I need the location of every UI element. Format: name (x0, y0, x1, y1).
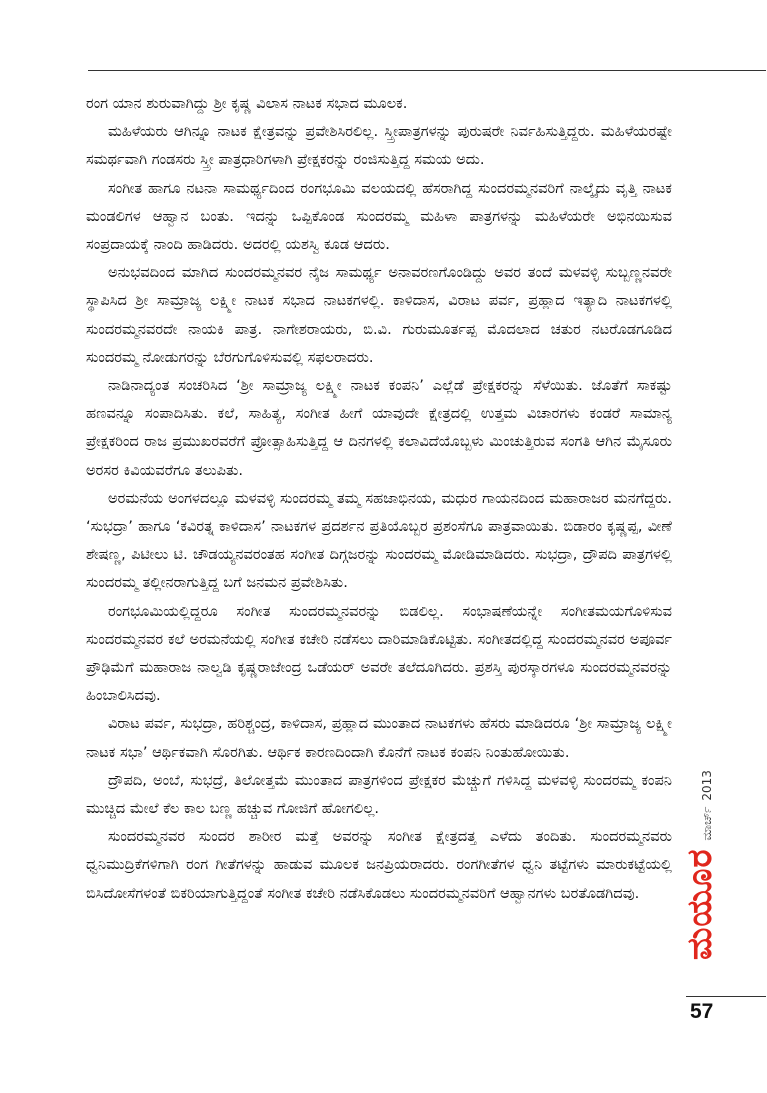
article-paragraph-6: ಅರಮನೆಯ ಅಂಗಳದಲ್ಲೂ ಮಳವಳ್ಳಿ ಸುಂದರಮ್ಮ ತಮ್ಮ ಸಹಜಾಭಿನಯ, ಮಧುರ ಗಾಯನದಿಂದ ಮಹಾರಾಜರ ಮನಗೆದ್ದರು. ‘ಸುಭದ್ರಾ’ ಹಾಗೂ ‘ಕವಿರತ್ನ ಕಾಳಿದಾಸ’ ನಾಟಕಗಳ ಪ್ರದರ್ಶನ ಪ್ರತಿಯೊಬ್ಬರ ಪ್ರಶಂಸೆಗೂ ಪಾತ್ರವಾಯಿತು. ಬಿಡಾರಂ ಕೃಷ್ಣಪ್ಪ, ವೀಣೆ ಶೇಷಣ್ಣ, ಪಿಟೀಲು ಟಿ. ಚೌಡಯ್ಯನವರಂತಹ ಸಂಗೀತ ದಿಗ್ಗಜರನ್ನು ಸುಂದರಮ್ಮ ಮೋಡಿಮಾಡಿದರು. ಸುಭದ್ರಾ, ದ್ರೌಪದಿ ಪಾತ್ರಗಳಲ್ಲಿ ಸುಂದರಮ್ಮ ತಲ್ಲೀನರಾಗುತ್ತಿದ್ದ ಬಗೆ ಜನಮನ ಪ್ರವೇಶಿಸಿತು. (86, 489, 672, 592)
header-rule (88, 70, 766, 71)
article-paragraph-10: ಸುಂದರಮ್ಮನವರ ಸುಂದರ ಶಾರೀರ ಮತ್ತೆ ಅವರನ್ನು ಸಂಗೀತ ಕ್ಷೇತ್ರದತ್ತ ಎಳೆದು ತಂದಿತು. ಸುಂದರಮ್ಮನವರು ಧ್ವನಿಮುದ್ರಿಕೆಗಳಿಗಾಗಿ ರಂಗ ಗೀತೆಗಳನ್ನು ಹಾಡುವ ಮೂಲಕ ಜನಪ್ರಿಯರಾದರು. ರಂಗಗೀತೆಗಳ ಧ್ವನಿ ತಟ್ಟೆಗಳು ಮಾರುಕಟ್ಟೆಯಲ್ಲಿ ಬಿಸಿದೋಸೆಗಳಂತೆ ಬಿಕರಿಯಾಗುತ್ತಿದ್ದಂತೆ ಸಂಗೀತ ಕಚೇರಿ ನಡೆಸಿಕೊಡಲು ಸುಂದರಮ್ಮನವರಿಗೆ ಆಹ್ವಾನಗಳು ಬರತೊಡಗಿದವು. (86, 828, 672, 902)
footer-rule (686, 996, 766, 997)
issue-date (700, 770, 715, 841)
article-paragraph-4: ಅನುಭವದಿಂದ ಮಾಗಿದ ಸುಂದರಮ್ಮನವರ ನೈಜ ಸಾಮರ್ಥ್ಯ ಅನಾವರಣಗೊಂಡಿದ್ದು ಅವರ ತಂದೆ ಮಳವಳ್ಳಿ ಸುಬ್ಬಣ್ಣನವರೇ ಸ್ಥಾಪಿಸಿದ ಶ್ರೀ ಸಾಮ್ರಾಜ್ಯ ಲಕ್ಷ್ಮೀ ನಾಟಕ ಸಭಾದ ನಾಟಕಗಳಲ್ಲಿ. ಕಾಳಿದಾಸ, ವಿರಾಟ ಪರ್ವ, ಪ್ರಹ್ಲಾದ ಇತ್ಯಾದಿ ನಾಟಕಗಳಲ್ಲಿ ಸುಂದರಮ್ಮನವರದೇ ನಾಯಕಿ ಪಾತ್ರ. ನಾಗೇಶರಾಯರು, ಬಿ.ವಿ. ಗುರುಮೂರ್ತಪ್ಪ ಮೊದಲಾದ ಚತುರ ನಟರೊಡಗೂಡಿದ ಸುಂದರಮ್ಮ ನೋಡುಗರನ್ನು ಬೆರಗುಗೊಳಿಸುವಲ್ಲಿ ಸಫಲರಾದರು. (86, 264, 672, 366)
issue-year: 2013 (700, 770, 714, 801)
article-paragraph-5: ನಾಡಿನಾದ್ಯಂತ ಸಂಚರಿಸಿದ ‘ಶ್ರೀ ಸಾಮ್ರಾಜ್ಯ ಲಕ್ಷ್ಮೀ ನಾಟಕ ಕಂಪನಿ’ ಎಲ್ಲೆಡೆ ಪ್ರೇಕ್ಷಕರನ್ನು ಸೆಳೆಯಿತು. ಜೊತೆಗೆ ಸಾಕಷ್ಟು ಹಣವನ್ನೂ ಸಂಪಾದಿಸಿತು. ಕಲೆ, ಸಾಹಿತ್ಯ, ಸಂಗೀತ ಹೀಗೆ ಯಾವುದೇ ಕ್ಷೇತ್ರದಲ್ಲಿ ಉತ್ತಮ ವಿಚಾರಗಳು ಕಂಡರೆ ಸಾಮಾನ್ಯ ಪ್ರೇಕ್ಷಕರಿಂದ ರಾಜ ಪ್ರಮುಖರವರೆಗೆ ಪ್ರೋತ್ಸಾಹಿಸುತ್ತಿದ್ದ ಆ ದಿನಗಳಲ್ಲಿ ಕಲಾವಿದೆಯೊಬ್ಬಳು ಮಿಂಚುತ್ತಿರುವ ಸಂಗತಿ ಆಗಿನ ಮೈಸೂರು ಅರಸರ ಕಿವಿಯವರೆಗೂ ತಲುಪಿತು. (86, 377, 672, 479)
issue-month: ಮಾರ್ಚ್ (700, 806, 714, 841)
article-paragraph-9: ದ್ರೌಪದಿ, ಅಂಬೆ, ಸುಭದ್ರೆ, ತಿಲೋತ್ತಮೆ ಮುಂತಾದ ಪಾತ್ರಗಳಿಂದ ಪ್ರೇಕ್ಷಕರ ಮೆಚ್ಚುಗೆ ಗಳಿಸಿದ್ದ ಮಳವಳ್ಳಿ ಸುಂದರಮ್ಮ ಕಂಪನಿ ಮುಚ್ಚಿದ ಮೇಲೆ ಕೆಲ ಕಾಲ ಬಣ್ಣ ಹಚ್ಚುವ ಗೋಜಿಗೆ ಹೋಗಲಿಲ್ಲ. (86, 771, 672, 818)
article-paragraph-7: ರಂಗಭೂಮಿಯಲ್ಲಿದ್ದರೂ ಸಂಗೀತ ಸುಂದರಮ್ಮನವರನ್ನು ಬಿಡಲಿಲ್ಲ. ಸಂಭಾಷಣೆಯನ್ನೇ ಸಂಗೀತಮಯಗೊಳಿಸುವ ಸುಂದರಮ್ಮನವರ ಕಲೆ ಅರಮನೆಯಲ್ಲಿ ಸಂಗೀತ ಕಚೇರಿ ನಡೆಸಲು ದಾರಿಮಾಡಿಕೊಟ್ಟಿತು. ಸಂಗೀತದಲ್ಲಿದ್ದ ಸುಂದರಮ್ಮನವರ ಅಪೂರ್ವ ಪ್ರೌಢಿಮೆಗೆ ಮಹಾರಾಜ ನಾಲ್ವಡಿ ಕೃಷ್ಣರಾಜೇಂದ್ರ ಒಡೆಯರ್ ಅವರೇ ತಲೆದೂಗಿದರು. ಪ್ರಶಸ್ತಿ ಪುರಸ್ಕಾರಗಳೂ ಸುಂದರಮ್ಮನವರನ್ನು ಹಿಂಬಾಲಿಸಿದವು. (86, 602, 672, 705)
article-body (86, 90, 672, 908)
article-paragraph-1: ರಂಗ ಯಾನ ಶುರುವಾಗಿದ್ದು ಶ್ರೀ ಕೃಷ್ಣ ವಿಲಾಸ ನಾಟಕ ಸಭಾದ ಮೂಲಕ. (86, 95, 408, 112)
magazine-brand-logo: ಮಯೂರ (680, 848, 720, 960)
article-paragraph-3: ಸಂಗೀತ ಹಾಗೂ ನಟನಾ ಸಾಮರ್ಥ್ಯದಿಂದ ರಂಗಭೂಮಿ ವಲಯದಲ್ಲಿ ಹೆಸರಾಗಿದ್ದ ಸುಂದರಮ್ಮನವರಿಗೆ ನಾಲ್ಕೈದು ವೃತ್ತಿ ನಾಟಕ ಮಂಡಲಿಗಳ ಆಹ್ವಾನ ಬಂತು. ಇದನ್ನು ಒಪ್ಪಿಕೊಂಡ ಸುಂದರಮ್ಮ ಮಹಿಳಾ ಪಾತ್ರಗಳನ್ನು ಮಹಿಳೆಯರೇ ಅಭಿನಯಿಸುವ ಸಂಪ್ರದಾಯಕ್ಕೆ ನಾಂದಿ ಹಾಡಿದರು. ಅದರಲ್ಲಿ ಯಶಸ್ವಿ ಕೂಡ ಆದರು. (86, 179, 672, 254)
magazine-side-label (680, 770, 720, 960)
page-number: 57 (690, 1000, 714, 1023)
article-paragraph-8: ವಿರಾಟ ಪರ್ವ, ಸುಭದ್ರಾ, ಹರಿಶ್ಚಂದ್ರ, ಕಾಳಿದಾಸ, ಪ್ರಹ್ಲಾದ ಮುಂತಾದ ನಾಟಕಗಳು ಹೆಸರು ಮಾಡಿದರೂ ‘ಶ್ರೀ ಸಾಮ್ರಾಜ್ಯ ಲಕ್ಷ್ಮೀ ನಾಟಕ ಸಭಾ’ ಆರ್ಥಿಕವಾಗಿ ಸೊರಗಿತು. ಆರ್ಥಿಕ ಕಾರಣದಿಂದಾಗಿ ಕೊನೆಗೆ ನಾಟಕ ಕಂಪನಿ ನಿಂತುಹೋಯಿತು. (86, 715, 672, 761)
article-paragraph-2: ಮಹಿಳೆಯರು ಆಗಿನ್ನೂ ನಾಟಕ ಕ್ಷೇತ್ರವನ್ನು ಪ್ರವೇಶಿಸಿರಲಿಲ್ಲ. ಸ್ತ್ರೀಪಾತ್ರಗಳನ್ನು ಪುರುಷರೇ ನಿರ್ವಹಿಸುತ್ತಿದ್ದರು. ಮಹಿಳೆಯರಷ್ಟೇ ಸಮರ್ಥವಾಗಿ ಗಂಡಸರು ಸ್ತ್ರೀ ಪಾತ್ರಧಾರಿಗಳಾಗಿ ಪ್ರೇಕ್ಷಕರನ್ನು ರಂಜಿಸುತ್ತಿದ್ದ ಸಮಯ ಅದು. (86, 123, 672, 169)
